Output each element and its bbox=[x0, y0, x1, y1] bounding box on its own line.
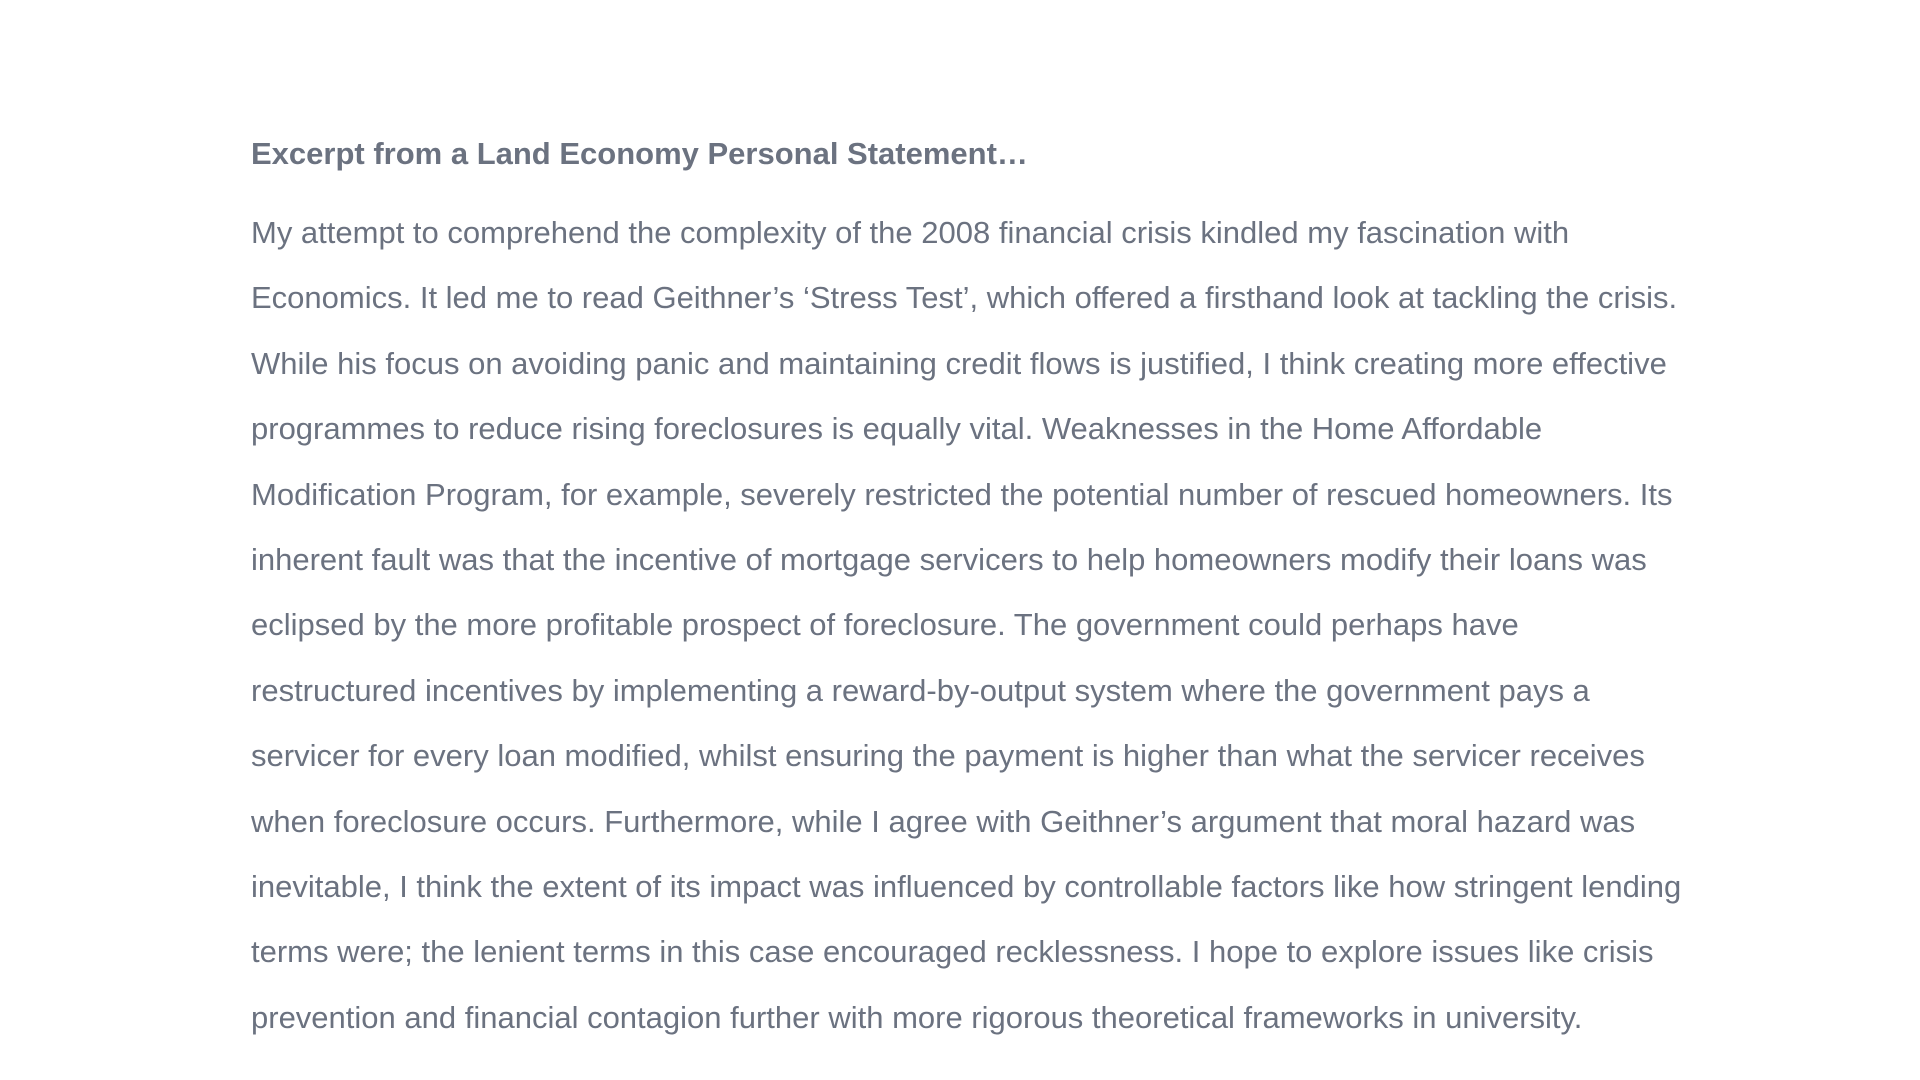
excerpt-body bbox=[251, 200, 1771, 1050]
body-line: when foreclosure occurs. Furthermore, while I agree with Geithner’s argument that moral hazard was bbox=[251, 803, 1636, 839]
body-line: My attempt to comprehend the complexity of the 2008 financial crisis kindled my fascination with bbox=[251, 215, 1570, 250]
body-line: Economics. It led me to read Geithner’s ‘Stress Test’, which offered a firsthand look at tackling the crisis. bbox=[251, 280, 1678, 316]
excerpt-heading: Excerpt from a Land Economy Personal Statement… bbox=[251, 136, 1028, 171]
body-line: prevention and financial contagion further with more rigorous theoretical frameworks in university. bbox=[251, 999, 1583, 1035]
body-line: While his focus on avoiding panic and maintaining credit flows is justified, I think creating more effective bbox=[251, 345, 1667, 381]
document-excerpt bbox=[251, 128, 1771, 1050]
body-line: inevitable, I think the extent of its impact was influenced by controllable factors like how stringent lending bbox=[251, 869, 1682, 905]
body-line: programmes to reduce rising foreclosures is equally vital. Weaknesses in the Home Affordable bbox=[251, 411, 1543, 447]
body-line: eclipsed by the more profitable prospect of foreclosure. The government could perhaps have bbox=[251, 607, 1519, 643]
body-line: terms were; the lenient terms in this case encouraged recklessness. I hope to explore issues like crisis bbox=[251, 934, 1654, 970]
body-line: Modification Program, for example, severely restricted the potential number of rescued homeowners. Its bbox=[251, 476, 1673, 512]
body-line: inherent fault was that the incentive of mortgage servicers to help homeowners modify their loans was bbox=[251, 542, 1647, 578]
body-line: restructured incentives by implementing a reward-by-output system where the government pays a bbox=[251, 672, 1590, 708]
body-line: servicer for every loan modified, whilst ensuring the payment is higher than what the servicer receives bbox=[251, 738, 1645, 774]
